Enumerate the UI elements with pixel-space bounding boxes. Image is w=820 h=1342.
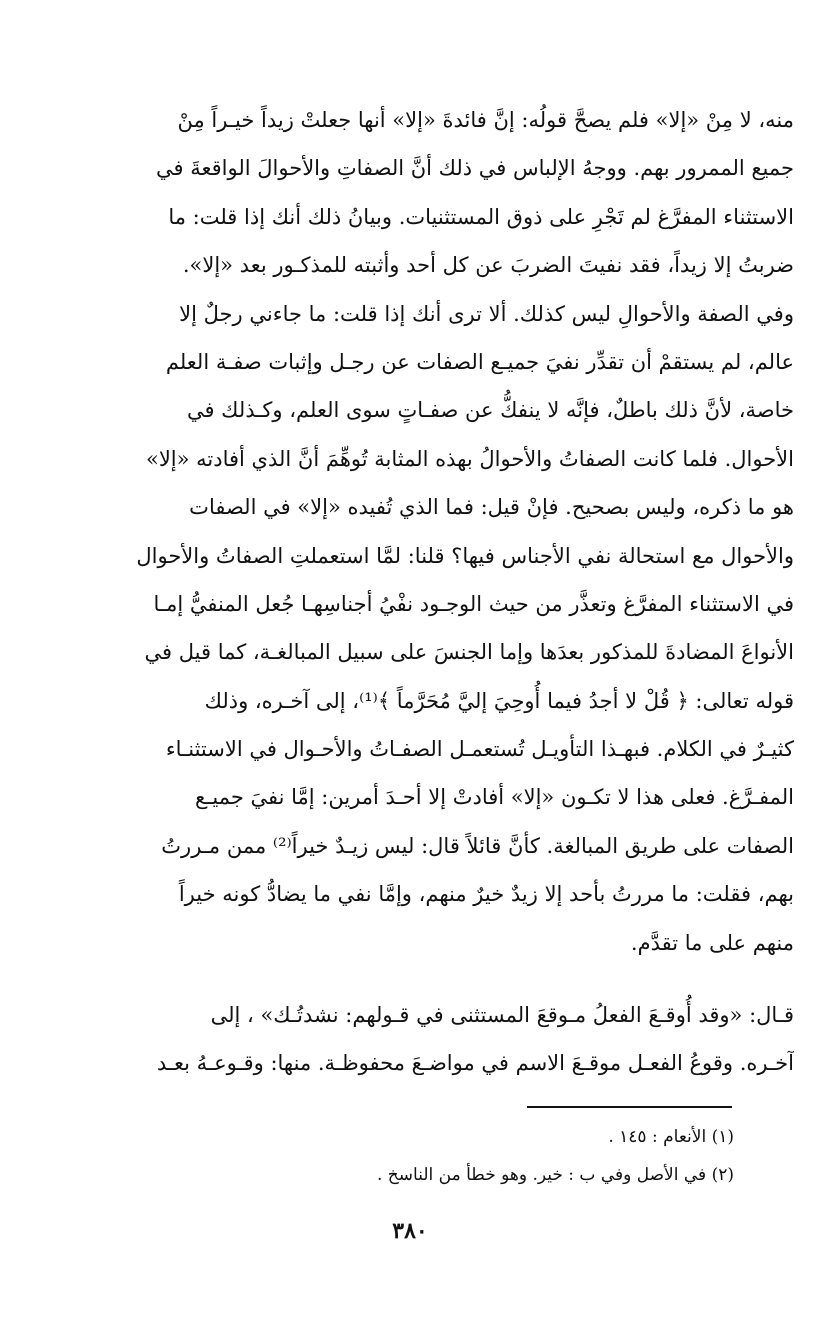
text-line: كثيـرٌ في الكلام. فبهـذا التأويـل تُستعمـل الصفـاتُ والأحـوال في الاستثنـاء	[165, 737, 794, 762]
text-line: خاصة، لأنَّ ذلك باطلٌ، فإنَّه لا ينفكُّ عن صفـاتٍ سوى العلم، وكـذلك في	[186, 398, 794, 423]
text-line: المفـرَّغ. فعلى هذا لا تكـون «إلا» أفادتْ إلا أحـدَ أمرين: إمَّا نفيَ جميـع	[195, 785, 794, 810]
quran-quote-line: قوله تعالى: ﴿ قُلْ لا أجدُ فيما أُوحِيَ إليَّ مُحَرَّماً ﴾⁽¹⁾، إلى آخـره، وذلك	[204, 688, 794, 713]
text-line: الأحوال. فلما كانت الصفاتُ والأحوالُ بهذه المثابة تُوهِّمَ أنَّ الذي أفادته «إلا»	[145, 446, 794, 471]
text-line: والأحوال مع استحالة نفي الأجناس فيها؟ قلنا: لمَّا استعملتِ الصفاتُ والأحوال	[136, 543, 794, 568]
text-line: منهم على ما تقدَّم.	[630, 930, 794, 955]
text-line: عالم، لم يستقمْ أن تقدِّر نفيَ جميـع الصفات عن رجـل وإثبات صفـة العلم	[165, 349, 794, 374]
footnote: (٢) في الأصل وفي ب : خير. وهو خطأ من الناسخ .	[376, 1165, 734, 1185]
text-line: منه، لا مِنْ «إلا» فلم يصحَّ قولُه: إنَّ فائدةَ «إلا» أنها جعلتْ زيداً خيـراً مِنْ	[177, 108, 794, 132]
text-line: هو ما ذكره، وليس بصحيح. فإنْ قيل: فما الذي تُفيده «إلا» في الصفات	[189, 495, 794, 520]
text-line: الأنواعَ المضادةَ للمذكور بعدَها وإما الجنسَ على سبيل المبالغـة، كما قيل في	[144, 640, 794, 665]
text-line: جميع الممرور بهم. ووجهُ الإلباس في ذلك أنَّ الصفاتِ والأحوالَ الواقعةَ في	[156, 156, 794, 181]
text-line: وفي الصفة والأحوالِ ليس كذلك. ألا ترى أنك إذا قلت: ما جاءني رجلٌ إلا	[179, 301, 794, 326]
page-number: ٣٨٠	[392, 1218, 428, 1244]
text-line: ضربتُ إلا زيداً، فقد نفيتَ الضربَ عن كل أحد وأثبته للمذكـور بعد «إلا».	[182, 253, 794, 278]
footnote-separator	[527, 1106, 732, 1108]
footnote: (١) الأنعام : ١٤٥ .	[608, 1127, 734, 1147]
main-text	[34, 96, 794, 1088]
text-line: قـال: «وقد أُوقـعَ الفعلُ مـوقعَ المستثنى في قـولهم: نشدتُـك» ، إلى	[210, 1003, 794, 1028]
text-line: الاستثناء المفرَّغ لم تَجْرِ على ذوق المستثنيات. وبيانُ ذلك أنك إذا قلت: ما	[168, 204, 794, 229]
footnotes	[54, 1118, 734, 1194]
text-line: في الاستثناء المفرَّغ وتعذَّر من حيث الوجـود نفْيُ أجناسِهـا جُعل المنفيُّ إمـا	[153, 591, 794, 616]
text-line: آخـره. وقوعُ الفعـل موقـعَ الاسم في مواضـعَ محفوظـة. منها: وقـوعـهُ بعـد	[156, 1051, 794, 1076]
text-line: الصفات على طريق المبالغة. كأنَّ قائلاً قال: ليس زيـدٌ خيراً⁽²⁾ ممن مـررتُ	[161, 833, 794, 858]
text-line: بهم، فقلت: ما مررتُ بأحد إلا زيدٌ خيرٌ منهم، وإمَّا نفي ما يضادُّ كونه خيراً	[178, 882, 794, 907]
